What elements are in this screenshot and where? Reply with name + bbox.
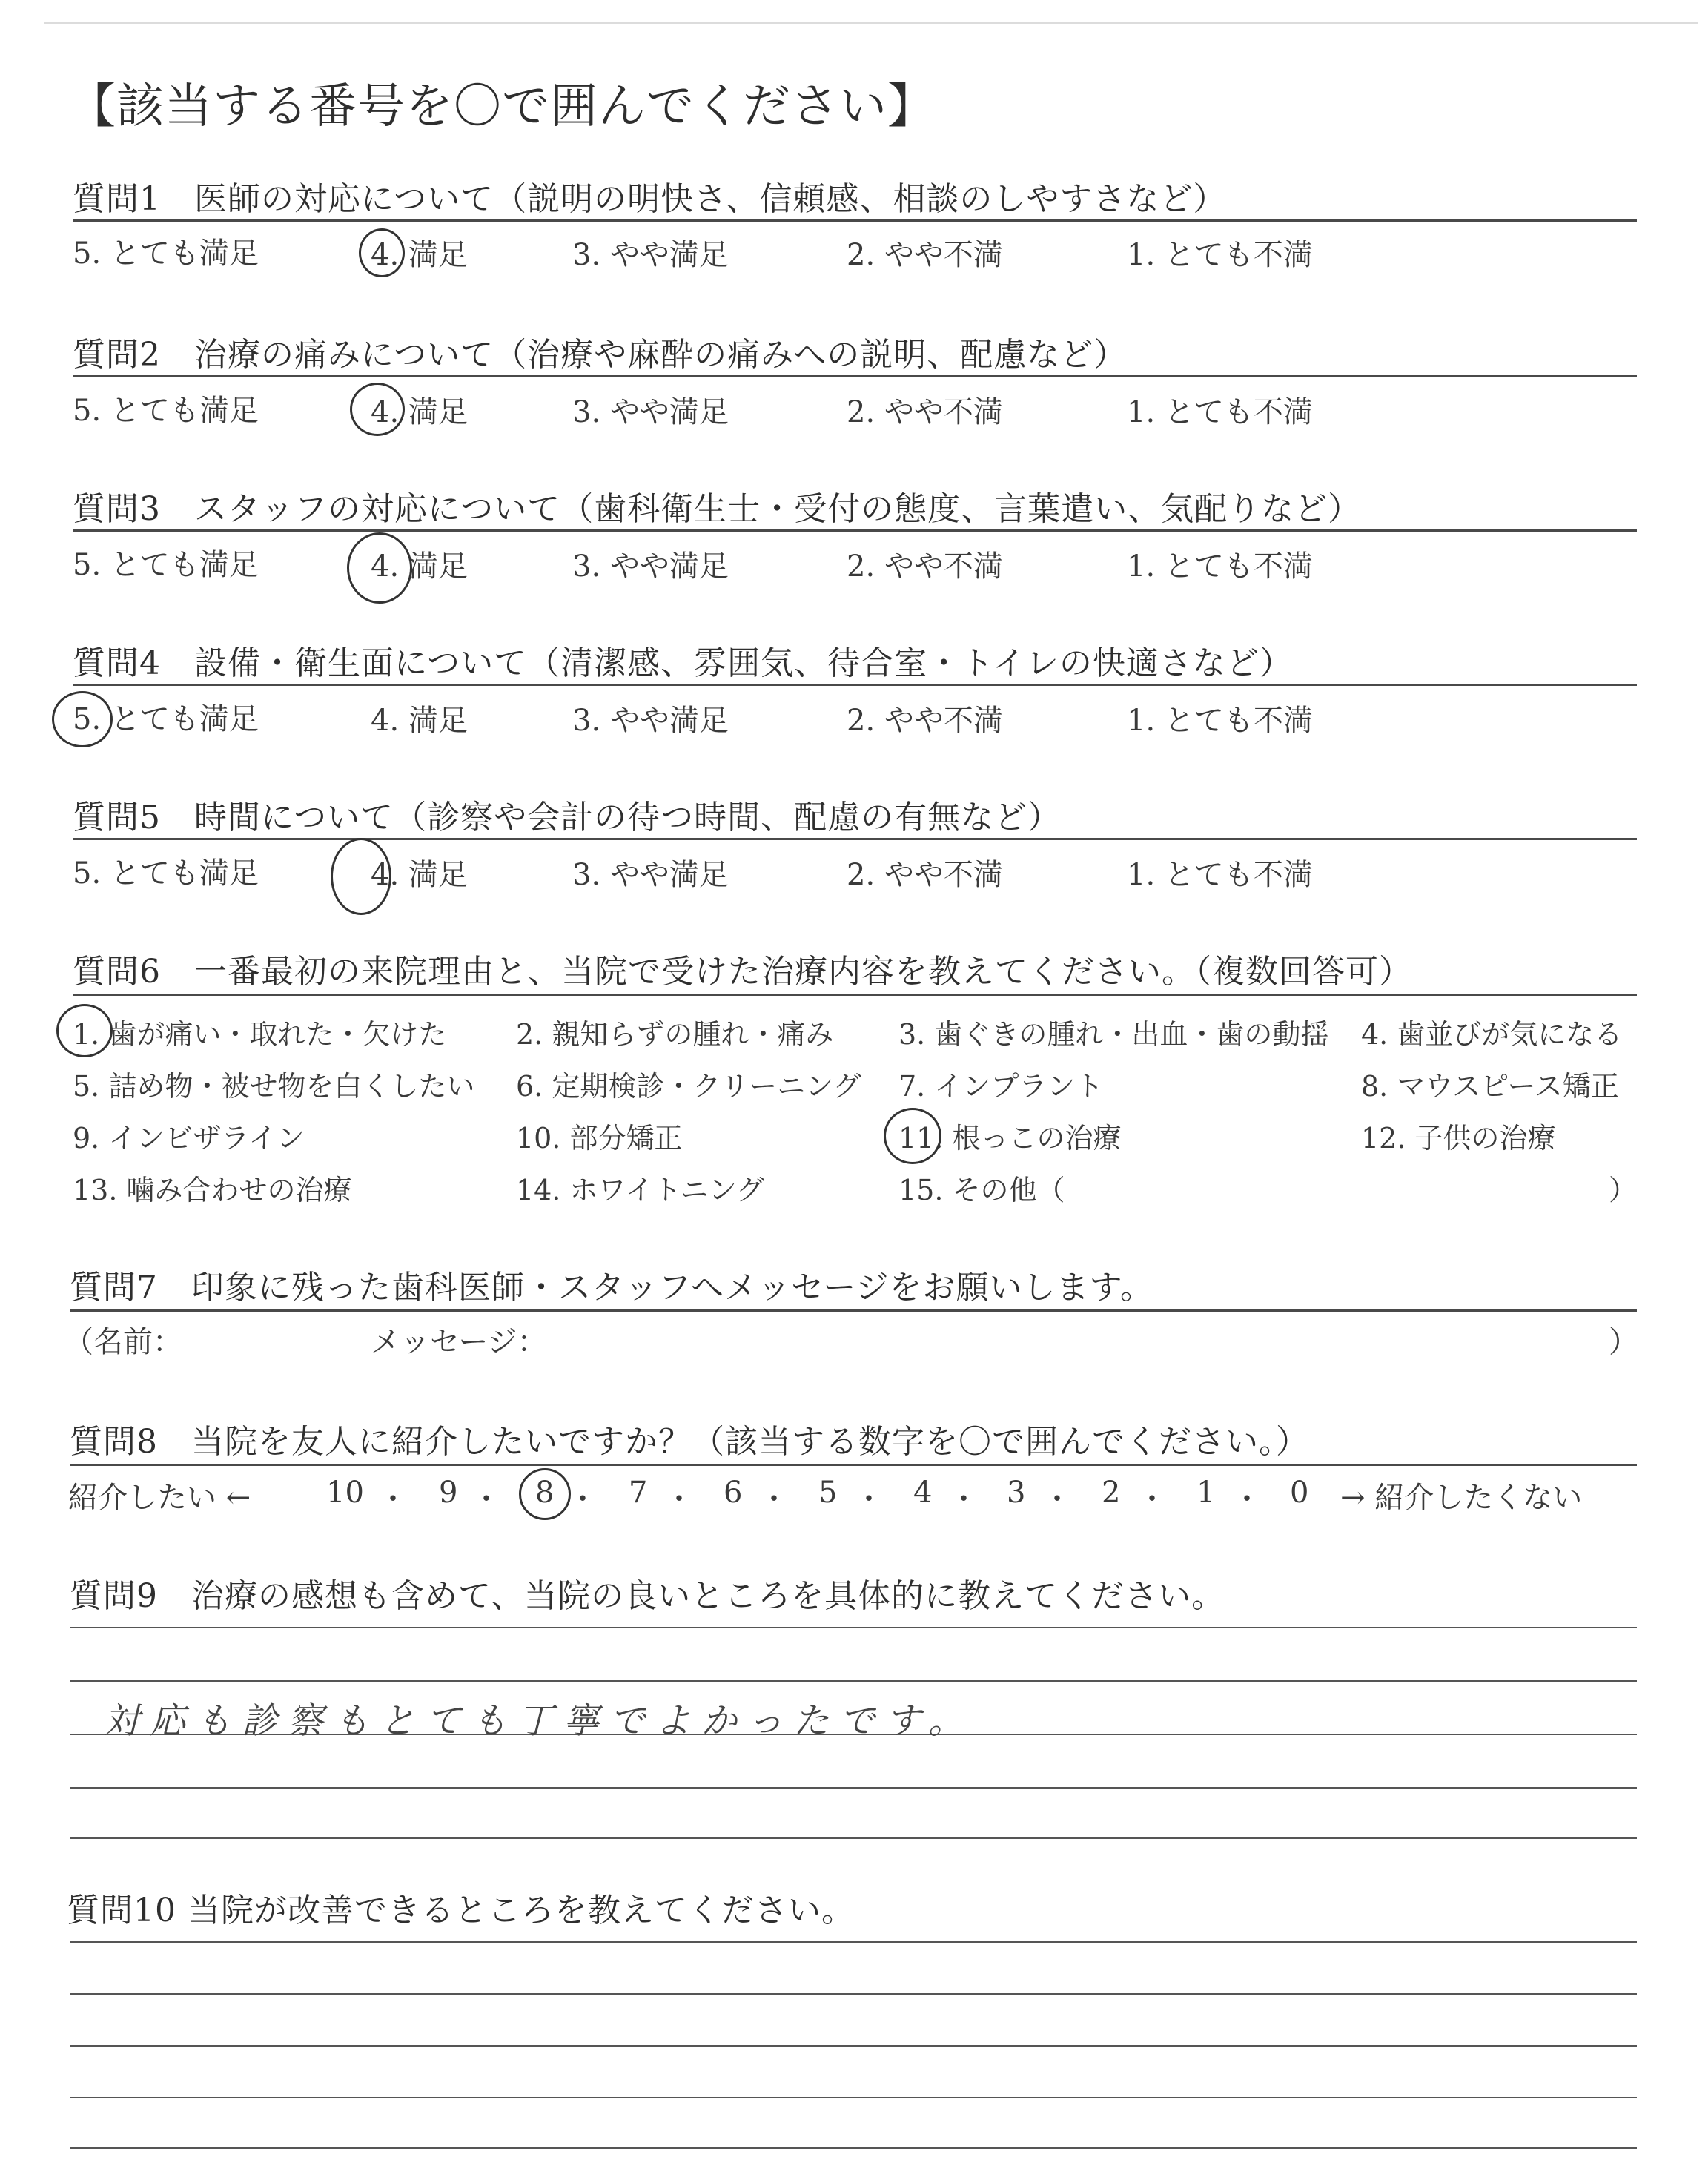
q6-selection-circle-1 bbox=[56, 1004, 113, 1057]
form-header: 【該当する番号を〇で囲んでください】 bbox=[68, 79, 936, 134]
q8-separator: ・ bbox=[664, 1482, 694, 1516]
question-4-title: 質問4 設備・衛生面について（清潔感、雰囲気、待合室・トイレの快適さなど） bbox=[73, 644, 1293, 682]
q2-option-2[interactable]: 2. やや不満 bbox=[847, 395, 1003, 429]
q1-option-3[interactable]: 3. やや満足 bbox=[572, 238, 729, 272]
question-5-title: 質問5 時間について（診察や会計の待つ時間、配慮の有無など） bbox=[73, 799, 1062, 836]
q6-selection-circle-11 bbox=[884, 1108, 941, 1164]
q6-option-1[interactable]: 1. 歯が痛い・取れた・欠けた bbox=[73, 1018, 447, 1051]
q2-option-3[interactable]: 3. やや満足 bbox=[572, 395, 729, 429]
q10-line-4 bbox=[70, 2097, 1637, 2098]
q1-option-4[interactable]: 4. 満足 bbox=[371, 238, 468, 272]
question-7-rule bbox=[70, 1309, 1637, 1312]
q8-separator: ・ bbox=[949, 1482, 979, 1516]
q8-scale-10[interactable]: 10 bbox=[326, 1476, 364, 1510]
q7-name-field[interactable]: （名前： bbox=[64, 1325, 182, 1359]
q3-selection-circle bbox=[347, 532, 412, 604]
q8-separator: ・ bbox=[471, 1482, 501, 1516]
question-8-rule bbox=[70, 1464, 1637, 1466]
q6-option-3[interactable]: 3. 歯ぐきの腫れ・出血・歯の動揺 bbox=[898, 1018, 1329, 1051]
q8-selection-circle bbox=[519, 1468, 571, 1520]
q10-line-1 bbox=[70, 1941, 1637, 1943]
q1-option-1[interactable]: 1. とても不満 bbox=[1127, 238, 1313, 272]
q4-option-3[interactable]: 3. やや満足 bbox=[572, 704, 729, 738]
q2-option-5[interactable]: 5. とても満足 bbox=[73, 394, 259, 428]
q4-option-1[interactable]: 1. とても不満 bbox=[1127, 704, 1313, 738]
q6-option-13[interactable]: 13. 噛み合わせの治療 bbox=[73, 1174, 352, 1206]
q8-separator: ・ bbox=[378, 1482, 408, 1516]
q7-close-paren: ） bbox=[1609, 1325, 1638, 1359]
q9-line-2 bbox=[70, 1680, 1637, 1682]
q3-option-4[interactable]: 4. 満足 bbox=[371, 549, 468, 584]
question-8-title: 質問8 当院を友人に紹介したいですか？（該当する数字を〇で囲んでください。） bbox=[70, 1423, 1309, 1461]
q5-option-1[interactable]: 1. とても不満 bbox=[1127, 858, 1313, 892]
question-4-rule bbox=[73, 684, 1637, 686]
q1-selection-circle bbox=[359, 228, 405, 277]
q6-option-5[interactable]: 5. 詰め物・被せ物を白くしたい bbox=[73, 1070, 475, 1103]
q9-line-5 bbox=[70, 1837, 1637, 1839]
question-6-title: 質問6 一番最初の来院理由と、当院で受けた治療内容を教えてください。（複数回答可） bbox=[73, 953, 1412, 991]
q3-option-2[interactable]: 2. やや不満 bbox=[847, 549, 1003, 584]
q6-option-6[interactable]: 6. 定期検診・クリーニング bbox=[516, 1070, 861, 1103]
q8-scale-9[interactable]: 9 bbox=[439, 1476, 458, 1510]
q9-line-4 bbox=[70, 1787, 1637, 1789]
q5-option-4[interactable]: 4. 満足 bbox=[371, 858, 468, 892]
q3-option-1[interactable]: 1. とても不満 bbox=[1127, 549, 1313, 584]
question-2-title: 質問2 治療の痛みについて（治療や麻酔の痛みへの説明、配慮など） bbox=[73, 336, 1128, 374]
question-1-rule bbox=[73, 219, 1637, 222]
question-10-title: 質問10 当院が改善できるところを教えてください。 bbox=[67, 1892, 855, 1929]
q9-line-1 bbox=[70, 1627, 1637, 1628]
q6-option-15[interactable]: 15. その他（ bbox=[898, 1174, 1065, 1206]
q8-scale-5[interactable]: 5 bbox=[818, 1476, 838, 1510]
q8-scale-3[interactable]: 3 bbox=[1007, 1476, 1026, 1510]
q8-separator: ・ bbox=[1232, 1482, 1262, 1516]
q10-line-3 bbox=[70, 2045, 1637, 2047]
q6-option-9[interactable]: 9. インビザライン bbox=[73, 1122, 305, 1155]
q8-scale-2[interactable]: 2 bbox=[1102, 1476, 1121, 1510]
q10-line-2 bbox=[70, 1993, 1637, 1995]
q5-option-2[interactable]: 2. やや不満 bbox=[847, 858, 1003, 892]
q3-option-5[interactable]: 5. とても満足 bbox=[73, 548, 259, 582]
q5-option-3[interactable]: 3. やや満足 bbox=[572, 858, 729, 892]
q8-separator: ・ bbox=[1042, 1482, 1072, 1516]
q5-selection-circle bbox=[331, 838, 391, 915]
q1-option-2[interactable]: 2. やや不満 bbox=[847, 238, 1003, 272]
question-5-rule bbox=[73, 838, 1637, 840]
question-9-title: 質問9 治療の感想も含めて、当院の良いところを具体的に教えてください。 bbox=[70, 1577, 1225, 1615]
question-7-title: 質問7 印象に残った歯科医師・スタッフへメッセージをお願いします。 bbox=[70, 1269, 1153, 1307]
q8-scale-0[interactable]: 0 bbox=[1290, 1476, 1309, 1510]
q6-option-4[interactable]: 4. 歯並びが気になる bbox=[1361, 1018, 1623, 1051]
q6-option-7[interactable]: 7. インプラント bbox=[898, 1070, 1104, 1103]
q2-option-1[interactable]: 1. とても不満 bbox=[1127, 395, 1313, 429]
q6-option-11[interactable]: 11. 根っこの治療 bbox=[898, 1122, 1122, 1155]
q8-separator: ・ bbox=[854, 1482, 884, 1516]
q6-option-10[interactable]: 10. 部分矯正 bbox=[516, 1122, 683, 1155]
question-6-rule bbox=[73, 994, 1637, 996]
q6-option-12[interactable]: 12. 子供の治療 bbox=[1361, 1122, 1556, 1155]
q7-message-field[interactable]: メッセージ： bbox=[371, 1325, 547, 1359]
q8-separator: ・ bbox=[759, 1482, 789, 1516]
q6-option-8[interactable]: 8. マウスピース矯正 bbox=[1361, 1070, 1619, 1103]
q9-handwritten-answer[interactable]: 対応も診察もとても丁寧でよかったです。 bbox=[104, 1700, 975, 1742]
q8-scale-4[interactable]: 4 bbox=[913, 1476, 933, 1510]
question-3-title: 質問3 スタッフの対応について（歯科衛生士・受付の態度、言葉遣い、気配りなど） bbox=[73, 490, 1362, 528]
q4-selection-circle bbox=[52, 691, 113, 747]
q1-option-5[interactable]: 5. とても満足 bbox=[73, 237, 259, 271]
q4-option-2[interactable]: 2. やや不満 bbox=[847, 704, 1003, 738]
q5-option-5[interactable]: 5. とても満足 bbox=[73, 856, 259, 891]
q6-other-close-paren: ） bbox=[1609, 1174, 1638, 1206]
q6-option-2[interactable]: 2. 親知らずの腫れ・痛み bbox=[516, 1018, 834, 1051]
q8-scale-7[interactable]: 7 bbox=[629, 1476, 648, 1510]
q4-option-4[interactable]: 4. 満足 bbox=[371, 704, 468, 738]
q4-option-5[interactable]: 5. とても満足 bbox=[73, 702, 259, 736]
q6-option-14[interactable]: 14. ホワイトニング bbox=[516, 1174, 765, 1206]
question-3-rule bbox=[73, 529, 1637, 532]
question-2-rule bbox=[73, 375, 1637, 377]
question-1-title: 質問1 医師の対応について（説明の明快さ、信頼感、相談のしやすさなど） bbox=[73, 180, 1227, 218]
top-border bbox=[44, 22, 1698, 24]
q8-separator: ・ bbox=[1137, 1482, 1167, 1516]
q8-separator: ・ bbox=[568, 1482, 598, 1516]
q2-option-4[interactable]: 4. 満足 bbox=[371, 395, 468, 429]
q8-scale-6[interactable]: 6 bbox=[724, 1476, 743, 1510]
q3-option-3[interactable]: 3. やや満足 bbox=[572, 549, 729, 584]
q8-left-label: 紹介したい ← bbox=[68, 1481, 251, 1515]
q2-selection-circle bbox=[350, 383, 405, 436]
q8-right-label: → 紹介したくない bbox=[1340, 1481, 1583, 1515]
q8-scale-8[interactable]: 8 bbox=[535, 1476, 555, 1510]
q8-scale-1[interactable]: 1 bbox=[1196, 1476, 1216, 1510]
q10-line-5 bbox=[70, 2147, 1637, 2149]
